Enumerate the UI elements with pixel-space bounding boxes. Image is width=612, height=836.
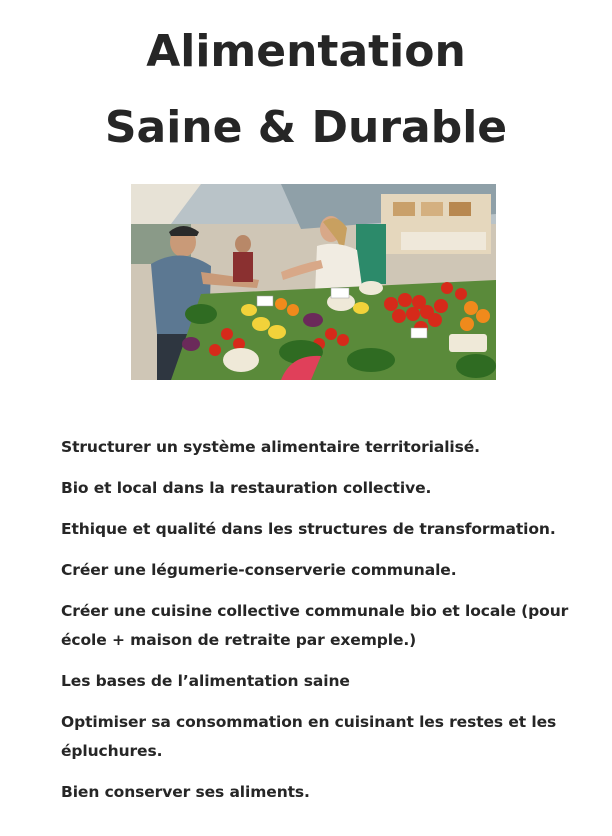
title-line-1: Alimentation [146, 26, 466, 77]
list-item: Optimiser sa consommation en cuisinant les restes et les épluchures. [61, 713, 557, 760]
list-item: Créer une légumerie-conserverie communale. [61, 561, 457, 579]
list-item: Bien conserver ses aliments. [61, 783, 310, 801]
market-stall-photo [131, 184, 496, 380]
list-item: Les bases de l’alimentation saine [61, 672, 350, 690]
page-title [0, 14, 612, 166]
list-item: Ethique et qualité dans les structures de transformation. [61, 520, 556, 538]
list-item: Structurer un système alimentaire territorialisé. [61, 438, 480, 456]
list-item: Créer une cuisine collective communale bio et locale (pour école + maison de retraite par exemple.) [61, 602, 569, 649]
list-item: Bio et local dans la restauration collective. [61, 479, 432, 497]
title-line-2: Saine & Durable [104, 102, 508, 153]
topic-list [61, 433, 581, 819]
